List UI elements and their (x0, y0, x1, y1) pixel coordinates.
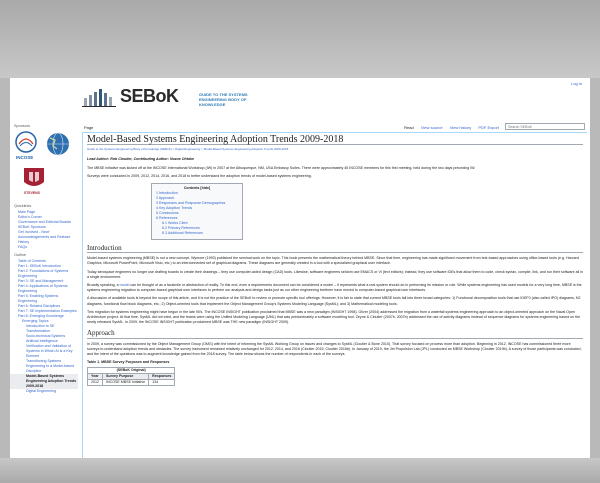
tab-page[interactable]: Page (84, 125, 94, 130)
quicklink-item[interactable]: Get Involved - New! (18, 230, 50, 234)
logo-tagline: GUIDE TO THE SYSTEMS ENGINEERING BODY OF KNOWLEDGE (199, 92, 248, 107)
background-bottom (0, 458, 600, 483)
toc-item[interactable]: 6.2 Primary References (162, 226, 200, 231)
background-top (0, 0, 600, 78)
model-link[interactable]: model (119, 283, 130, 288)
page-tabs (82, 122, 587, 133)
sponsor-label-incose: INCOSE (16, 155, 34, 160)
table-cell: INCOSE MBSE Initiative (103, 380, 149, 386)
search-input[interactable]: Search SEBoK (505, 123, 585, 130)
toc-item[interactable]: 6.1 Works Cited (162, 221, 188, 226)
outline-item[interactable]: Part 1: SEBoK Introduction (18, 264, 61, 268)
toc-item[interactable]: 6.3 Additional References (162, 231, 203, 236)
toc-title[interactable]: Contents [hide] (183, 186, 211, 191)
p3-pre: Broadly speaking, a (87, 283, 120, 288)
outline-heading: Outline (14, 253, 27, 257)
sponsors-heading: Sponsors (14, 124, 31, 128)
quicklink-item[interactable]: FAQs (18, 245, 27, 249)
quicklink-item[interactable]: Acknowledgements and Release History (18, 235, 71, 244)
outline-item[interactable]: Part 4: Applications of Systems Engineering (18, 284, 68, 293)
table-caption: Table 1. MBSE Survey Purposes and Responses (87, 360, 170, 365)
page-title: Model-Based Systems Engineering Adoption Trends 2009-2018 (87, 137, 583, 145)
outline-item[interactable]: Part 6: Related Disciplines (18, 304, 61, 308)
logo-name: SEBoK (120, 86, 179, 106)
outline-item[interactable]: Part 3: SE and Management (18, 279, 64, 283)
introduction-paragraph-2: Today aerospace engineers no longer use drafting boards to create their drawings – they use computer-aided design (CAD) tools. Likewise, software engineers seldom use EMACS or VI (text editors); instead, they use software IDEs that allow them to code, check syntax, compile, link, and run their software all in a single environment. (87, 269, 583, 279)
sidebar (10, 122, 78, 458)
outline-item[interactable]: Emerging Topics (22, 319, 49, 323)
incose-logo-icon (16, 132, 36, 152)
logo-bars-icon (82, 87, 116, 107)
outline-item[interactable]: Introduction to SE Transformation (26, 324, 55, 333)
table-cell: 134 (149, 380, 175, 386)
outline-item[interactable]: Model-Based Systems Engineering Adoption Trends 2009-2018 (10, 374, 78, 389)
section-introduction-heading: Introduction (87, 246, 583, 253)
toc-item[interactable]: 2 Approach (156, 196, 175, 201)
tab-view-source[interactable]: View source (420, 125, 443, 130)
sebok-logo[interactable] (82, 84, 248, 114)
outline-item[interactable]: Socio-technical Systems (26, 334, 66, 338)
outline-item[interactable]: Part 7: SE Implementation Examples (18, 309, 77, 313)
table-header-cell: Responses (149, 374, 175, 380)
sponsor-logos (14, 130, 78, 202)
intro-paragraph-2: Surveys were conducted in 2009, 2012, 2014, 2016, and 2018 to better understand the adoption trends of model-based systems engineering. (87, 173, 312, 178)
stevens-logo-icon (24, 168, 44, 186)
table-subcaption: (SEBoK Original) (88, 368, 175, 374)
tab-pdf-export[interactable]: PDF Export (478, 125, 499, 130)
tab-read[interactable]: Read (404, 125, 414, 130)
introduction-paragraph-5: This migration for systems engineering might have begun in the late 90's. The INCOSE INSIGHT publication proclaimed that MBSE was a new paradigm (INSIGHT 1998). Oliver (2004) addressed the migration from a waterfall systems engineering approach to an object-oriented approach on the Naval Open Architecture project. At that time, SysML did not exist, and the teams were using the Unified Modeling Language (UML) that was predominately a software modeling tool. Zeyne & Cloutier (2007b, 2007b) addressed the use of activity diagrams instead of sequence diagrams for systems engineering based on the newly released SysML. In 2009, the INCOSE INSIGHT publication proclaimed MBSE was THE new paradigm (INSIGHT 2009). (87, 309, 581, 325)
login-link[interactable]: Log in (571, 81, 582, 86)
lead-author: Lead Author: Rob Cloutier, Contributing Author: Nozue Ohtake (87, 157, 194, 162)
quicklink-item[interactable]: SEBoK Sponsors (18, 225, 46, 229)
outline-item[interactable]: Part 2: Foundations of Systems Engineering (18, 269, 69, 278)
table-cell: 2012 (88, 380, 103, 386)
table-header-cell: Survey Purpose (103, 374, 149, 380)
toc-item[interactable]: 3 Responses and Response Demographics (156, 201, 226, 206)
survey-table (87, 367, 175, 386)
quicklinks-heading: Quicklinks (14, 204, 32, 208)
toc-item[interactable]: 4 Key Adoption Trends (156, 206, 193, 211)
outline-item[interactable]: Part 5: Enabling Systems Engineering (18, 294, 59, 303)
outline-item[interactable]: Part 8: Emerging Knowledge (18, 314, 64, 318)
intro-paragraph-1: The MBSE initiative was kicked off at the INCOSE International Workshop (IW) in 2007 at the Albuquerque, NM, USA Embassy Suites. There were approximately 45 INCOSE members for this first meeting, held during the two days preceding IW. (87, 165, 476, 170)
table-of-contents (151, 183, 243, 240)
quicklink-item[interactable]: Governance and Editorial Boards (18, 220, 71, 224)
quicklink-item[interactable]: Main Page (18, 210, 36, 214)
introduction-paragraph-1: Model-based systems engineering (MBSE) is not a new concept. Wymore (1993) published the seminal work on the topic. This book presents the mathematical theory behind MBSE. Since that time, engineering has made significant movement from text-based approaches using office-based tools (e.g. Harvard Graphics, Microsoft PowerPoint, Microsoft Visio, etc.) to an interconnected set of graphical diagrams. These diagrams are generally created in a tool with a specialized graphical user interface. (87, 256, 579, 266)
p3-post: can be thought of as a facsimile or abstraction of reality. To this end, even a requirements document can be considered a model – it represents what a real system should do in performing its mission or role. While systems engineering has used models for a very long time, MBSE is the systems engineering migration to computer-based graphical user interfaces to perform our analysis and design tasks just as our other engineering brethren have moved to computer-based graphical user interfaces. (87, 283, 582, 293)
toc-item[interactable]: 5 Conclusions (156, 211, 179, 216)
quicklink-item[interactable]: Editor's Corner (18, 215, 42, 219)
toc-item[interactable]: 1 Introduction (156, 191, 178, 196)
outline-item[interactable]: Table of Contents (18, 259, 46, 263)
tab-view-history[interactable]: View history (449, 125, 472, 130)
globe-logo-icon (47, 133, 69, 155)
approach-paragraph: In 2009, a survey was commissioned by the Object Management Group (OMG) with the intent of informing the SysML Working Group on issues and changes to SysML (Cloutier & Bone 2010). That survey focused on process more than adoption. Beginning in 2012, INCOSE has commissioned three more surveys to understand adoption trends and obstacles. The survey instrument remained relatively unchanged for 2012, 2014, and 2016 (Cloutier 2015, Cloutier 2016b). In January of 2019, the Jet Propulsion Lab (JPL) conducted an MBSE Workshop (Cloutier 2019b). A survey of those participants was conducted, and the intent of the questions was to augment knowledge gained from the 2018 survey. The table below shows the number of respondents in each of the surveys. (87, 341, 582, 357)
article-content (82, 133, 587, 458)
introduction-paragraph-3 (87, 283, 583, 293)
outline-item[interactable]: Digital Engineering (26, 389, 57, 393)
toc-item[interactable]: 6 References (156, 216, 178, 221)
browser-page (10, 78, 590, 458)
outline-item[interactable]: Artificial Intelligence (26, 339, 58, 343)
table-header-cell: Year (88, 374, 103, 380)
table-row (88, 380, 175, 386)
sponsor-logos-graphic (14, 130, 74, 202)
section-approach-heading: Approach (87, 331, 583, 338)
breadcrumb[interactable]: Guide to the Systems Engineering Body of Knowledge (SEBoK) > Digital Engineering > Model-Based Systems Engineering Adoption Trends 2009-2018 (87, 147, 289, 152)
sponsor-label-stevens: STEVENS (24, 191, 40, 195)
outline-item[interactable]: Verification and Validation of Systems in Which AI is a Key Element (26, 344, 73, 358)
introduction-paragraph-4: A discussion of available tools is beyond the scope of this article, and it is not the practice of the SEBoK to review or promote specific tool offerings. However, it is fair to state that current MBSE tools fall into three broad categories: 1) Functional decomposition tools that use IDEF0 (also called IPO) diagrams, N2 diagrams, functional flow block diagrams, etc.; 2) Object-oriented tools that implement the Object Management Group's Systems Modeling Language (SysML); and 3) Mathematical modeling tools. (87, 296, 581, 306)
outline-item[interactable]: Transitioning Systems Engineering to a Model-based Discipline (26, 359, 74, 373)
